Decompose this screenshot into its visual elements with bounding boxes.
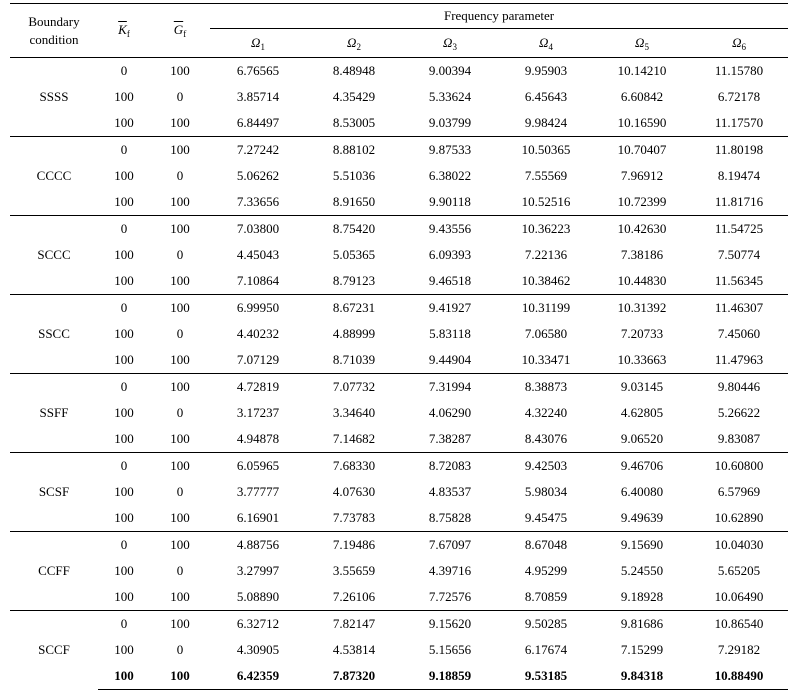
omega2-cell: 7.19486 xyxy=(306,532,402,559)
omega4-cell: 4.32240 xyxy=(524,405,568,420)
omega4-cell: 8.67048 xyxy=(498,532,594,559)
omega-symbol: Ω xyxy=(251,34,261,50)
omega3-cell: 5.33624 xyxy=(428,89,472,104)
kf-cell: 100 xyxy=(114,510,134,525)
kf-cell: 0 xyxy=(98,216,150,243)
omega1-cell: 7.27242 xyxy=(210,137,306,164)
omega5-cell: 10.31392 xyxy=(594,295,690,322)
table-row xyxy=(10,137,788,164)
omega3-cell: 4.06290 xyxy=(428,405,472,420)
kf-cell: 0 xyxy=(98,453,150,480)
omega3-cell: 7.67097 xyxy=(402,532,498,559)
kf-cell: 100 xyxy=(114,589,134,604)
omega3-cell: 9.43556 xyxy=(402,216,498,243)
kf-cell: 0 xyxy=(98,137,150,164)
gf-cell: 100 xyxy=(150,611,210,638)
omega-symbol: Ω xyxy=(539,34,549,50)
table-row xyxy=(10,532,788,559)
omega3-cell: 9.46518 xyxy=(428,273,472,288)
omega3-cell: 9.03799 xyxy=(428,115,472,130)
frequency-table xyxy=(10,3,788,690)
kf-cell: 100 xyxy=(114,431,134,446)
omega6-cell: 11.17570 xyxy=(714,115,764,130)
gf-cell: 0 xyxy=(176,484,184,499)
table-row xyxy=(10,637,788,663)
omega4-cell: 9.98424 xyxy=(524,115,568,130)
kf-cell: 100 xyxy=(114,326,134,341)
gf-cell: 0 xyxy=(176,247,184,262)
gf-cell: 100 xyxy=(170,115,190,130)
omega1-cell: 6.16901 xyxy=(236,510,280,525)
table-row xyxy=(10,400,788,426)
boundary-condition-cell: SSCC xyxy=(10,295,98,374)
kf-cell: 0 xyxy=(98,611,150,638)
boundary-condition-cell: CCCC xyxy=(10,137,98,216)
gf-cell: 100 xyxy=(150,216,210,243)
table-row xyxy=(10,374,788,401)
omega5-cell: 10.44830 xyxy=(617,273,667,288)
omega2-cell: 7.82147 xyxy=(306,611,402,638)
omega4-cell: 8.70859 xyxy=(524,589,568,604)
kf-subscript: f xyxy=(126,29,130,39)
boundary-condition-cell: SSFF xyxy=(10,374,98,453)
omega1-cell: 3.85714 xyxy=(236,89,280,104)
omega4-cell: 8.43076 xyxy=(524,431,568,446)
omega5-cell: 6.40080 xyxy=(620,484,664,499)
omega3-cell: 7.38287 xyxy=(428,431,472,446)
omega-symbol: Ω xyxy=(635,34,645,50)
gf-cell: 100 xyxy=(150,663,210,690)
omega4-cell: 10.31199 xyxy=(498,295,594,322)
omega6-cell: 10.86540 xyxy=(690,611,788,638)
kf-cell: 0 xyxy=(98,374,150,401)
omega5-cell: 6.60842 xyxy=(620,89,664,104)
omega6-cell: 7.45060 xyxy=(717,326,761,341)
omega3-cell: 5.15656 xyxy=(428,642,472,657)
boundary-condition-cell: SSSS xyxy=(39,89,69,104)
gf-cell: 100 xyxy=(150,137,210,164)
omega2-cell: 8.48948 xyxy=(332,63,376,78)
omega5-cell: 9.84318 xyxy=(594,663,690,690)
omega2-cell: 3.55659 xyxy=(332,563,376,578)
boundary-condition-cell: SCSF xyxy=(10,453,98,532)
omega5-cell: 10.72399 xyxy=(617,194,667,209)
omega3-cell: 4.83537 xyxy=(428,484,472,499)
omega3-cell: 9.44904 xyxy=(428,352,472,367)
kf-cell: 100 xyxy=(114,273,134,288)
omega2-cell: 5.51036 xyxy=(332,168,376,183)
omega1-cell: 7.03800 xyxy=(210,216,306,243)
gf-subscript: f xyxy=(183,29,187,39)
omega3-cell: 7.72576 xyxy=(428,589,472,604)
table-row xyxy=(10,611,788,638)
omega1-cell: 4.45043 xyxy=(236,247,280,262)
kf-cell: 100 xyxy=(98,663,150,690)
omega4-cell: 10.50365 xyxy=(498,137,594,164)
table-row xyxy=(10,58,788,85)
kf-cell: 100 xyxy=(114,194,134,209)
omega-header-6 xyxy=(690,29,788,58)
omega4-cell: 10.36223 xyxy=(498,216,594,243)
omega1-cell: 4.40232 xyxy=(236,326,280,341)
omega6-cell: 7.50774 xyxy=(717,247,761,262)
table-row xyxy=(10,84,788,110)
gf-cell: 100 xyxy=(170,589,190,604)
omega1-cell: 3.77777 xyxy=(236,484,280,499)
gf-cell: 100 xyxy=(150,374,210,401)
omega1-cell: 5.08890 xyxy=(236,589,280,604)
omega5-cell: 7.38186 xyxy=(620,247,664,262)
gf-cell: 100 xyxy=(170,352,190,367)
omega3-cell: 8.72083 xyxy=(402,453,498,480)
omega2-cell: 8.88102 xyxy=(306,137,402,164)
omega2-cell: 4.53814 xyxy=(332,642,376,657)
omega4-cell: 4.95299 xyxy=(524,563,568,578)
omega1-cell: 6.32712 xyxy=(210,611,306,638)
table-row xyxy=(10,505,788,532)
omega5-cell: 9.18928 xyxy=(620,589,664,604)
gf-cell: 0 xyxy=(176,326,184,341)
omega6-cell: 6.57969 xyxy=(717,484,761,499)
omega6-cell: 10.06490 xyxy=(714,589,764,604)
table-row xyxy=(10,453,788,480)
omega5-cell: 9.06520 xyxy=(620,431,664,446)
table-row xyxy=(10,479,788,505)
omega5-cell: 9.46706 xyxy=(594,453,690,480)
omega4-cell: 10.38462 xyxy=(521,273,571,288)
omega4-cell: 5.98034 xyxy=(524,484,568,499)
omega-symbol: Ω xyxy=(732,34,742,50)
omega-subscript: 6 xyxy=(741,41,746,52)
omega4-cell: 7.06580 xyxy=(524,326,568,341)
gf-cell: 100 xyxy=(170,510,190,525)
omega6-cell: 9.80446 xyxy=(690,374,788,401)
gf-cell: 100 xyxy=(170,431,190,446)
gf-cell: 0 xyxy=(176,563,184,578)
omega5-cell: 5.24550 xyxy=(620,563,664,578)
omega2-cell: 8.53005 xyxy=(332,115,376,130)
table-row xyxy=(10,426,788,453)
omega1-cell: 6.76565 xyxy=(236,63,280,78)
gf-header xyxy=(150,4,210,58)
omega1-cell: 6.84497 xyxy=(236,115,280,130)
omega1-cell: 3.27997 xyxy=(236,563,280,578)
omega6-cell: 8.19474 xyxy=(717,168,761,183)
omega4-cell: 9.45475 xyxy=(524,510,568,525)
omega2-cell: 5.05365 xyxy=(332,247,376,262)
omega6-cell: 11.56345 xyxy=(714,273,764,288)
omega3-cell: 7.31994 xyxy=(402,374,498,401)
omega1-cell: 7.33656 xyxy=(236,194,280,209)
omega1-cell: 5.06262 xyxy=(236,168,280,183)
kf-cell: 100 xyxy=(114,484,134,499)
omega4-cell: 6.17674 xyxy=(524,642,568,657)
table-row xyxy=(10,347,788,374)
table-row xyxy=(10,242,788,268)
omega2-cell: 7.14682 xyxy=(332,431,376,446)
omega5-cell: 9.15690 xyxy=(594,532,690,559)
table-body xyxy=(10,58,788,690)
kf-cell: 100 xyxy=(114,247,134,262)
omega5-cell: 10.16590 xyxy=(617,115,667,130)
omega2-cell: 7.26106 xyxy=(332,589,376,604)
gf-cell: 100 xyxy=(150,532,210,559)
table-row xyxy=(10,321,788,347)
omega6-cell: 11.81716 xyxy=(714,194,764,209)
omega1-cell: 7.10864 xyxy=(236,273,280,288)
omega6-cell: 11.15780 xyxy=(714,63,764,78)
omega5-cell: 10.33663 xyxy=(617,352,667,367)
omega4-cell: 9.95903 xyxy=(524,63,568,78)
omega2-cell: 8.71039 xyxy=(332,352,376,367)
gf-cell: 0 xyxy=(176,89,184,104)
table-row xyxy=(10,189,788,216)
omega3-cell: 9.00394 xyxy=(428,63,472,78)
kf-header xyxy=(98,4,150,58)
omega6-cell: 6.72178 xyxy=(717,89,761,104)
gf-cell: 100 xyxy=(170,273,190,288)
omega4-cell: 9.53185 xyxy=(498,663,594,690)
omega2-cell: 8.67231 xyxy=(306,295,402,322)
omega4-cell: 10.33471 xyxy=(521,352,571,367)
omega3-cell: 9.41927 xyxy=(402,295,498,322)
omega-header-1 xyxy=(210,29,306,58)
omega1-cell: 6.05965 xyxy=(210,453,306,480)
omega2-cell: 7.87320 xyxy=(306,663,402,690)
omega5-cell: 7.20733 xyxy=(620,326,664,341)
boundary-condition-cell: SCCF xyxy=(10,611,98,690)
omega6-cell: 10.04030 xyxy=(690,532,788,559)
gf-cell: 100 xyxy=(170,194,190,209)
omega2-cell: 7.07732 xyxy=(306,374,402,401)
omega4-cell: 6.45643 xyxy=(524,89,568,104)
omega4-cell: 9.42503 xyxy=(498,453,594,480)
kf-cell: 0 xyxy=(98,532,150,559)
omega2-cell: 7.73783 xyxy=(332,510,376,525)
kf-cell: 100 xyxy=(114,168,134,183)
omega5-cell: 9.81686 xyxy=(594,611,690,638)
boundary-header-line2: condition xyxy=(29,31,79,47)
boundary-condition-header xyxy=(10,4,98,58)
omega3-cell: 9.87533 xyxy=(402,137,498,164)
omega5-cell: 10.14210 xyxy=(617,63,667,78)
omega4-cell: 7.55569 xyxy=(524,168,568,183)
gf-cell: 0 xyxy=(176,405,184,420)
omega5-cell: 10.70407 xyxy=(594,137,690,164)
omega1-cell: 3.17237 xyxy=(236,405,280,420)
omega-header-4 xyxy=(498,29,594,58)
omega2-cell: 7.68330 xyxy=(306,453,402,480)
omega1-cell: 4.30905 xyxy=(236,642,280,657)
omega5-cell: 10.42630 xyxy=(594,216,690,243)
omega-subscript: 3 xyxy=(452,41,457,52)
omega6-cell: 5.26622 xyxy=(717,405,761,420)
kf-cell: 0 xyxy=(98,295,150,322)
table-row xyxy=(10,584,788,611)
gf-cell: 0 xyxy=(176,642,184,657)
omega3-cell: 4.39716 xyxy=(428,563,472,578)
omega3-cell: 5.83118 xyxy=(429,326,471,341)
omega-symbol: Ω xyxy=(443,34,453,50)
omega1-cell: 4.72819 xyxy=(210,374,306,401)
omega2-cell: 3.34640 xyxy=(332,405,376,420)
kf-cell: 100 xyxy=(114,89,134,104)
kf-cell: 0 xyxy=(120,63,128,78)
omega4-cell: 8.38873 xyxy=(498,374,594,401)
omega4-cell: 9.50285 xyxy=(498,611,594,638)
omega-header-2 xyxy=(306,29,402,58)
omega6-cell: 10.62890 xyxy=(714,510,764,525)
table-row xyxy=(10,110,788,137)
kf-cell: 100 xyxy=(114,115,134,130)
omega-subscript: 1 xyxy=(260,41,265,52)
kf-cell: 100 xyxy=(114,642,134,657)
boundary-condition-cell: CCFF xyxy=(10,532,98,611)
omega-symbol: Ω xyxy=(347,34,357,50)
omega2-cell: 4.88999 xyxy=(332,326,376,341)
omega6-cell: 10.88490 xyxy=(690,663,788,690)
gf-cell: 100 xyxy=(150,453,210,480)
omega6-cell: 11.80198 xyxy=(690,137,788,164)
omega1-cell: 4.94878 xyxy=(236,431,280,446)
omega-header-5 xyxy=(594,29,690,58)
gf-symbol: $\overline{G}$ xyxy=(173,22,184,37)
header-row-1 xyxy=(10,4,788,29)
omega3-cell: 6.09393 xyxy=(428,247,472,262)
table-row xyxy=(10,558,788,584)
omega5-cell: 4.62805 xyxy=(620,405,664,420)
kf-cell: 100 xyxy=(114,405,134,420)
omega-header-3 xyxy=(402,29,498,58)
boundary-header-line1: Boundary xyxy=(28,13,80,29)
omega5-cell: 7.15299 xyxy=(620,642,664,657)
omega2-cell: 8.75420 xyxy=(306,216,402,243)
omega-subscript: 4 xyxy=(548,41,553,52)
omega3-cell: 6.38022 xyxy=(428,168,472,183)
omega5-cell: 7.96912 xyxy=(620,168,664,183)
frequency-parameter-header: Frequency parameter xyxy=(210,4,788,29)
table-row xyxy=(10,216,788,243)
omega6-cell: 11.54725 xyxy=(690,216,788,243)
gf-cell: 0 xyxy=(176,168,184,183)
kf-cell: 100 xyxy=(114,563,134,578)
omega1-cell: 7.07129 xyxy=(236,352,280,367)
omega1-cell: 6.99950 xyxy=(210,295,306,322)
omega-subscript: 5 xyxy=(644,41,649,52)
omega2-cell: 4.07630 xyxy=(332,484,376,499)
omega1-cell: 6.42359 xyxy=(210,663,306,690)
table-row xyxy=(10,295,788,322)
omega-subscript: 2 xyxy=(356,41,361,52)
omega4-cell: 10.52516 xyxy=(521,194,571,209)
table-row xyxy=(10,268,788,295)
frequency-table-container xyxy=(10,3,788,690)
kf-cell: 100 xyxy=(114,352,134,367)
omega3-cell: 9.15620 xyxy=(402,611,498,638)
gf-cell: 100 xyxy=(150,295,210,322)
omega4-cell: 7.22136 xyxy=(524,247,568,262)
omega3-cell: 9.18859 xyxy=(402,663,498,690)
omega2-cell: 8.91650 xyxy=(332,194,376,209)
omega6-cell: 5.65205 xyxy=(717,563,761,578)
omega6-cell: 11.46307 xyxy=(690,295,788,322)
omega2-cell: 8.79123 xyxy=(332,273,376,288)
omega2-cell: 4.35429 xyxy=(332,89,376,104)
gf-cell: 100 xyxy=(170,63,190,78)
omega6-cell: 9.83087 xyxy=(717,431,761,446)
omega5-cell: 9.49639 xyxy=(620,510,664,525)
table-row xyxy=(10,163,788,189)
omega6-cell: 10.60800 xyxy=(690,453,788,480)
kf-symbol: $\overline{K}$ xyxy=(118,22,127,37)
omega6-cell: 7.29182 xyxy=(717,642,761,657)
omega6-cell: 11.47963 xyxy=(714,352,764,367)
omega5-cell: 9.03145 xyxy=(594,374,690,401)
boundary-condition-cell: SCCC xyxy=(10,216,98,295)
omega3-cell: 8.75828 xyxy=(428,510,472,525)
table-row xyxy=(10,663,788,690)
omega3-cell: 9.90118 xyxy=(429,194,471,209)
omega1-cell: 4.88756 xyxy=(210,532,306,559)
